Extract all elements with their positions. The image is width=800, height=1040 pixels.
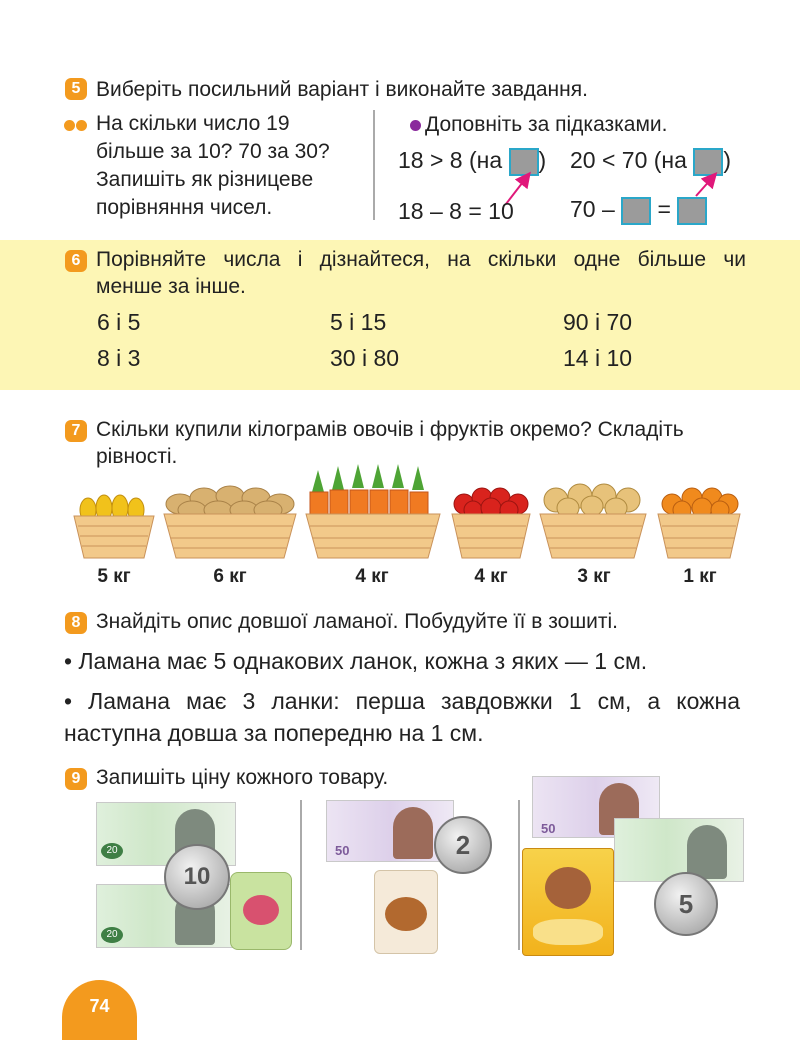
task7-number-badge: 7 [65, 420, 87, 442]
task6-title-line1: Порівняйте числа і дізнайтеся, на скільки одне більше чи [96, 248, 746, 271]
weight-label: 5 кг [97, 566, 131, 587]
expr-text: 70 – [570, 196, 615, 222]
number-pair: 30 і 80 [330, 345, 400, 371]
cookies-package-icon [374, 870, 438, 954]
carrots-basket [302, 462, 444, 560]
onions-basket [536, 476, 650, 560]
task9-number-badge: 9 [65, 768, 87, 790]
expr-text: = [657, 196, 671, 222]
task7-title-line2: рівності. [96, 445, 178, 468]
page-number: 74 [62, 980, 137, 1040]
task5-left-line: Запишіть як різницеве [96, 168, 314, 191]
number-pair: 5 і 15 [330, 309, 387, 335]
number-pair: 6 і 5 [97, 309, 141, 335]
number-pair: 90 і 70 [563, 309, 633, 335]
cereal-box-icon [522, 848, 614, 956]
task8-option2-line2: наступна довша за попередню на 1 см. [64, 720, 484, 746]
task7-title-line1: Скільки купили кілограмів овочів і фруктів окремо? Складіть [96, 418, 684, 441]
task9-title: Запишіть ціну кожного товару. [96, 766, 389, 789]
coin-2: 2 [434, 816, 492, 874]
weight-label: 6 кг [213, 566, 247, 587]
meat-icon [243, 895, 279, 925]
task5-left-line: порівняння чисел. [96, 196, 273, 219]
coin-10: 10 [164, 844, 230, 910]
weight-label: 3 кг [577, 566, 611, 587]
bullet-icon: • [64, 648, 79, 674]
banknote-value: 50 [541, 821, 556, 836]
task5-title: Виберіть посильний варіант і виконайте завдання. [96, 78, 588, 101]
meat-package-icon [230, 872, 292, 950]
task8-title: Знайдіть опис довшої ламаної. Побудуйте її в зошиті. [96, 610, 619, 633]
oranges-basket [654, 484, 744, 560]
task5-left-option [96, 110, 330, 222]
number-pair: 8 і 3 [97, 345, 141, 371]
pears-basket [70, 488, 158, 560]
weight-label: 4 кг [474, 566, 508, 587]
task5-left-line: більше за 10? 70 за 30? [96, 140, 330, 163]
expr-text: 20 < 70 (на [570, 147, 687, 173]
task5-number-badge: 5 [65, 78, 87, 100]
orange-dot-icon [76, 120, 87, 131]
task5-left-line: На скільки число 19 [96, 112, 290, 135]
task9-divider [518, 800, 520, 950]
portrait-icon [687, 825, 727, 879]
task5-right-heading-text: Доповніть за підказками. [425, 113, 668, 136]
number-pair: 14 і 10 [563, 345, 633, 371]
potatoes-basket [160, 482, 300, 560]
weight-label: 4 кг [355, 566, 389, 587]
task8-number-badge: 8 [65, 612, 87, 634]
expr-text: ) [723, 147, 731, 173]
answer-box[interactable] [677, 197, 707, 225]
bear-icon [545, 867, 591, 909]
task8-option2-text: Ламана має 3 ланки: перша завдовжки 1 см, а кожна [88, 688, 740, 714]
apples-basket [448, 482, 534, 560]
task5-right-heading [410, 113, 667, 137]
task8-option2-line1 [64, 684, 740, 718]
task9-divider [300, 800, 302, 950]
purple-dot-icon [410, 120, 421, 131]
task6-number-badge: 6 [65, 250, 87, 272]
expr-text: 18 > 8 (на [398, 147, 503, 173]
expr-text: ) [538, 147, 547, 173]
banknote-value: 20 [101, 927, 123, 943]
two-dots-marker [64, 117, 87, 135]
answer-box[interactable] [621, 197, 651, 225]
task6-title-line2: менше за інше. [96, 275, 246, 298]
portrait-icon [393, 807, 433, 859]
weight-label: 1 кг [683, 566, 717, 587]
cereal-icon [533, 919, 603, 945]
cookie-icon [385, 897, 427, 931]
task8-option1 [64, 644, 647, 678]
task5-expr3: 18 – 8 = 10 [398, 198, 514, 224]
task5-expr4 [570, 196, 707, 225]
hint-arrow-icon [696, 178, 712, 196]
orange-dot-icon [64, 120, 75, 131]
bullet-icon: • [64, 688, 89, 714]
task5-divider [373, 110, 375, 220]
banknote-value: 20 [101, 843, 123, 859]
coin-5: 5 [654, 872, 718, 936]
banknote-value: 50 [335, 843, 350, 858]
task8-option1-text: Ламана має 5 однакових ланок, кожна з яких — 1 см. [78, 648, 648, 674]
